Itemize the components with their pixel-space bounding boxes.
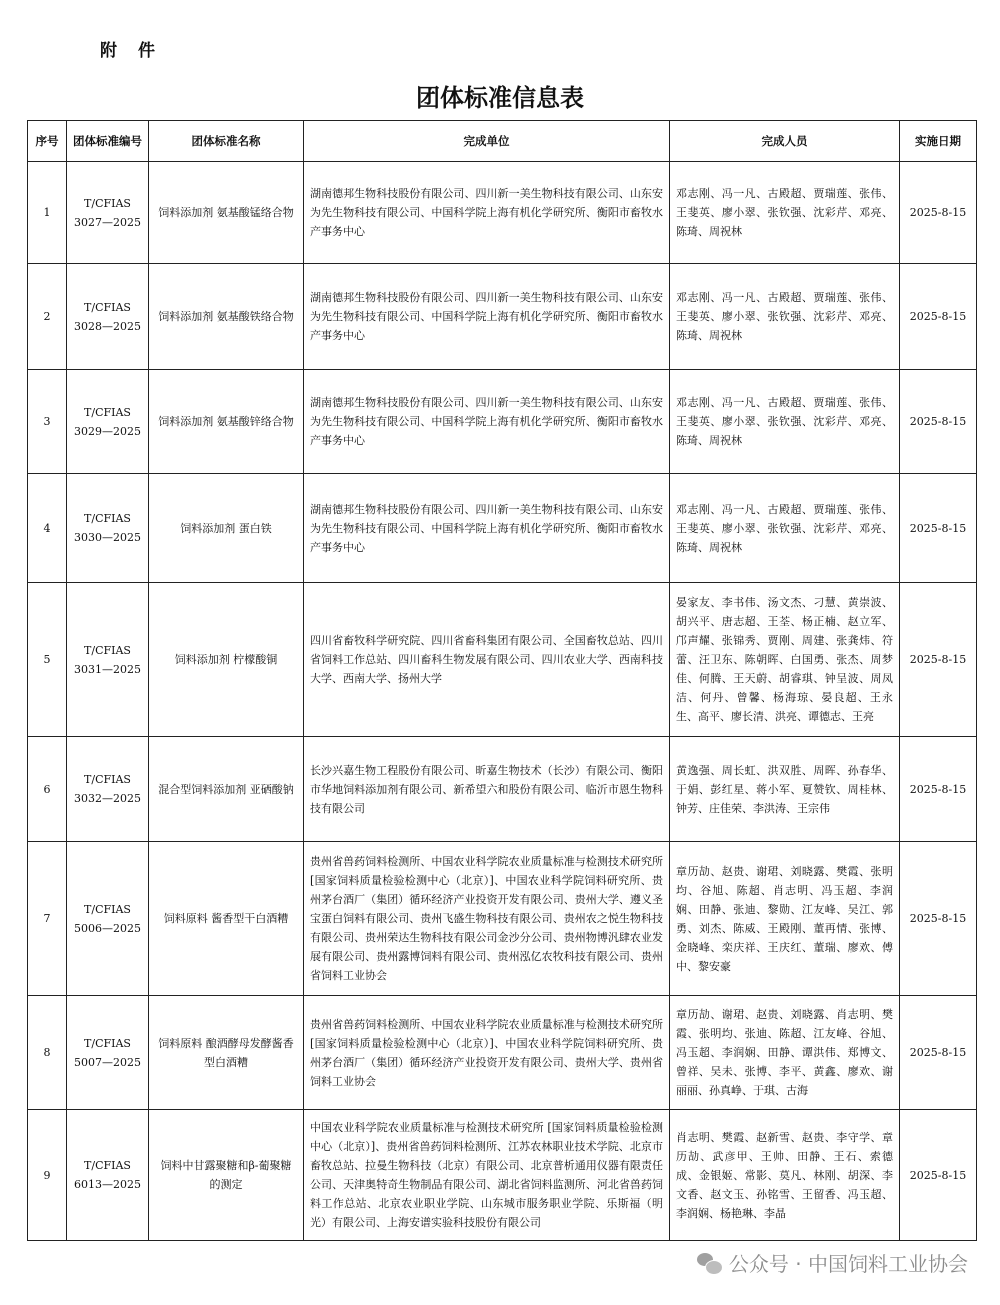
cell-units: 贵州省兽药饲料检测所、中国农业科学院农业质量标准与检测技术研究所[国家饲料质量检验检测中心（北京）]、中国农业科学院饲料研究所、贵州茅台酒厂（集团）循环经济产业投资开发有限公司、贵州大学、贵州省饲料工业协会 — [304, 996, 670, 1110]
cell-seq: 9 — [28, 1110, 67, 1241]
cell-name: 混合型饲料添加剂 亚硒酸钠 — [149, 737, 304, 842]
cell-people: 邓志刚、冯一凡、古殿超、贾瑞莲、张伟、王斐英、廖小翠、张钦强、沈彩芹、邓亮、陈琦、周祝林 — [670, 264, 900, 370]
cell-units: 湖南德邦生物科技股份有限公司、四川新一美生物科技有限公司、山东安为先生物科技有限公司、中国科学院上海有机化学研究所、衡阳市畜牧水产事务中心 — [304, 162, 670, 264]
cell-units: 长沙兴嘉生物工程股份有限公司、昕嘉生物技术（长沙）有限公司、衡阳市华地饲料添加剂有限公司、新希望六和股份有限公司、临沂市恩生物科技有限公司 — [304, 737, 670, 842]
cell-code: T/CFIAS 3027—2025 — [67, 162, 149, 264]
table-row — [28, 996, 977, 1110]
cell-date: 2025-8-15 — [900, 370, 977, 474]
header-date: 实施日期 — [900, 121, 977, 162]
cell-people: 晏家友、李书伟、汤文杰、刁慧、黄崇波、胡兴平、唐志超、王荃、杨正楠、赵立军、邝声耀、张锦秀、贾刚、周建、张龚炜、符蕾、汪卫东、陈朝晖、白国勇、张杰、周梦佳、何腾、王天蔚、胡睿琪、钟呈波、周凤洁、何丹、曾馨、杨海琼、晏良超、王永生、高平、廖长清、洪亮、谭德志、王亮 — [670, 583, 900, 737]
table-row — [28, 583, 977, 737]
table-row — [28, 264, 977, 370]
watermark — [697, 1248, 968, 1277]
cell-date: 2025-8-15 — [900, 474, 977, 583]
cell-date: 2025-8-15 — [900, 737, 977, 842]
header-name: 团体标准名称 — [149, 121, 304, 162]
cell-people: 邓志刚、冯一凡、古殿超、贾瑞莲、张伟、王斐英、廖小翠、张钦强、沈彩芹、邓亮、陈琦、周祝林 — [670, 474, 900, 583]
cell-name: 饲料添加剂 氨基酸铁络合物 — [149, 264, 304, 370]
cell-people: 章历劼、谢珺、赵贵、刘晓露、肖志明、樊霞、张明均、张迪、陈超、江友峰、谷旭、冯玉超、李润娴、田静、谭洪伟、郑博文、曾祥、吴未、张博、李平、黄鑫、廖欢、谢丽丽、孙真峥、于琪、古海 — [670, 996, 900, 1110]
header-people: 完成人员 — [670, 121, 900, 162]
cell-date: 2025-8-15 — [900, 842, 977, 996]
cell-code: T/CFIAS 6013—2025 — [67, 1110, 149, 1241]
cell-units: 湖南德邦生物科技股份有限公司、四川新一美生物科技有限公司、山东安为先生物科技有限公司、中国科学院上海有机化学研究所、衡阳市畜牧水产事务中心 — [304, 474, 670, 583]
table-row — [28, 370, 977, 474]
header-units: 完成单位 — [304, 121, 670, 162]
cell-date: 2025-8-15 — [900, 264, 977, 370]
header-seq: 序号 — [28, 121, 67, 162]
cell-date: 2025-8-15 — [900, 583, 977, 737]
cell-seq: 1 — [28, 162, 67, 264]
cell-date: 2025-8-15 — [900, 996, 977, 1110]
cell-name: 饲料原料 酱香型干白酒糟 — [149, 842, 304, 996]
header-code: 团体标准编号 — [67, 121, 149, 162]
cell-code: T/CFIAS 3031—2025 — [67, 583, 149, 737]
cell-code: T/CFIAS 3028—2025 — [67, 264, 149, 370]
table-row — [28, 842, 977, 996]
cell-people: 邓志刚、冯一凡、古殿超、贾瑞莲、张伟、王斐英、廖小翠、张钦强、沈彩芹、邓亮、陈琦、周祝林 — [670, 162, 900, 264]
cell-seq: 7 — [28, 842, 67, 996]
cell-seq: 8 — [28, 996, 67, 1110]
standards-table — [27, 120, 977, 1241]
cell-units: 湖南德邦生物科技股份有限公司、四川新一美生物科技有限公司、山东安为先生物科技有限公司、中国科学院上海有机化学研究所、衡阳市畜牧水产事务中心 — [304, 264, 670, 370]
cell-name: 饲料添加剂 氨基酸锰络合物 — [149, 162, 304, 264]
cell-seq: 6 — [28, 737, 67, 842]
cell-seq: 4 — [28, 474, 67, 583]
cell-code: T/CFIAS 3032—2025 — [67, 737, 149, 842]
cell-name: 饲料原料 酿酒酵母发酵酱香型白酒糟 — [149, 996, 304, 1110]
table-header-row — [28, 121, 977, 162]
cell-people: 章历劼、赵贵、谢珺、刘晓露、樊霞、张明均、谷旭、陈超、肖志明、冯玉超、李润娴、田静、张迪、黎勋、江友峰、吴江、郭勇、刘杰、陈威、王殿刚、董再情、张博、金晓峰、栾庆祥、王庆红、董瑞、廖欢、傅中、黎安豪 — [670, 842, 900, 996]
cell-name: 饲料添加剂 柠檬酸铜 — [149, 583, 304, 737]
table-row — [28, 162, 977, 264]
cell-units: 贵州省兽药饲料检测所、中国农业科学院农业质量标准与检测技术研究所[国家饲料质量检验检测中心（北京）]、中国农业科学院饲料研究所、贵州茅台酒厂（集团）循环经济产业投资开发有限公司、贵州大学、遵义圣宝蛋白饲料有限公司、贵州飞盛生物科技有限公司、贵州农之悦生物科技有限公司、贵州荣达生物科技有限公司金沙分公司、贵州物博汎肆农业发展有限公司、贵州露博饲料有限公司、贵州泓亿农牧科技有限公司、贵州省饲料工业协会 — [304, 842, 670, 996]
cell-code: T/CFIAS 5007—2025 — [67, 996, 149, 1110]
table-row — [28, 1110, 977, 1241]
cell-people: 肖志明、樊霞、赵新雪、赵贵、李守学、章历劼、武彦甲、王帅、田静、王石、索德成、金银姬、常影、莫凡、林刚、胡深、李文香、赵文玉、孙铭雪、王留香、冯玉超、李润娴、杨艳琳、李晶 — [670, 1110, 900, 1241]
cell-units: 四川省畜牧科学研究院、四川省畜科集团有限公司、全国畜牧总站、四川省饲料工作总站、四川畜科生物发展有限公司、四川农业大学、西南科技大学、西南大学、扬州大学 — [304, 583, 670, 737]
cell-name: 饲料添加剂 氨基酸锌络合物 — [149, 370, 304, 474]
cell-code: T/CFIAS 3030—2025 — [67, 474, 149, 583]
wechat-icon — [697, 1251, 721, 1275]
table-row — [28, 474, 977, 583]
cell-units: 湖南德邦生物科技股份有限公司、四川新一美生物科技有限公司、山东安为先生物科技有限公司、中国科学院上海有机化学研究所、衡阳市畜牧水产事务中心 — [304, 370, 670, 474]
cell-seq: 2 — [28, 264, 67, 370]
cell-seq: 5 — [28, 583, 67, 737]
cell-people: 邓志刚、冯一凡、古殿超、贾瑞莲、张伟、王斐英、廖小翠、张钦强、沈彩芹、邓亮、陈琦、周祝林 — [670, 370, 900, 474]
cell-units: 中国农业科学院农业质量标准与检测技术研究所 [国家饲料质量检验检测中心（北京）]、贵州省兽药饲料检测所、江苏农林职业技术学院、北京市畜牧总站、拉曼生物科技（北京）有限公司、北京普析通用仪器有限责任公司、天津奥特奇生物制品有限公司、湖北省饲料监测所、河北省兽药饲料工作总站、北京农业职业学院、山东城市服务职业学院、乐斯福（明光）有限公司、上海安谱实验科技股份有限公司 — [304, 1110, 670, 1241]
cell-code: T/CFIAS 3029—2025 — [67, 370, 149, 474]
cell-name: 饲料添加剂 蛋白铁 — [149, 474, 304, 583]
page-title: 团体标准信息表 — [416, 84, 584, 112]
cell-code: T/CFIAS 5006—2025 — [67, 842, 149, 996]
cell-people: 黄逸强、周长虹、洪双胜、周晖、孙春华、于娟、彭红星、蒋小军、夏赞钦、周桂林、钟芳、庄佳荣、李洪涛、王宗伟 — [670, 737, 900, 842]
cell-seq: 3 — [28, 370, 67, 474]
cell-name: 饲料中甘露聚糖和β-葡聚糖的测定 — [149, 1110, 304, 1241]
watermark-text: 公众号 · 中国饲料工业协会 — [728, 1252, 968, 1276]
cell-date: 2025-8-15 — [900, 162, 977, 264]
cell-date: 2025-8-15 — [900, 1110, 977, 1241]
table-row — [28, 737, 977, 842]
attachment-label: 附 件 — [100, 41, 157, 61]
